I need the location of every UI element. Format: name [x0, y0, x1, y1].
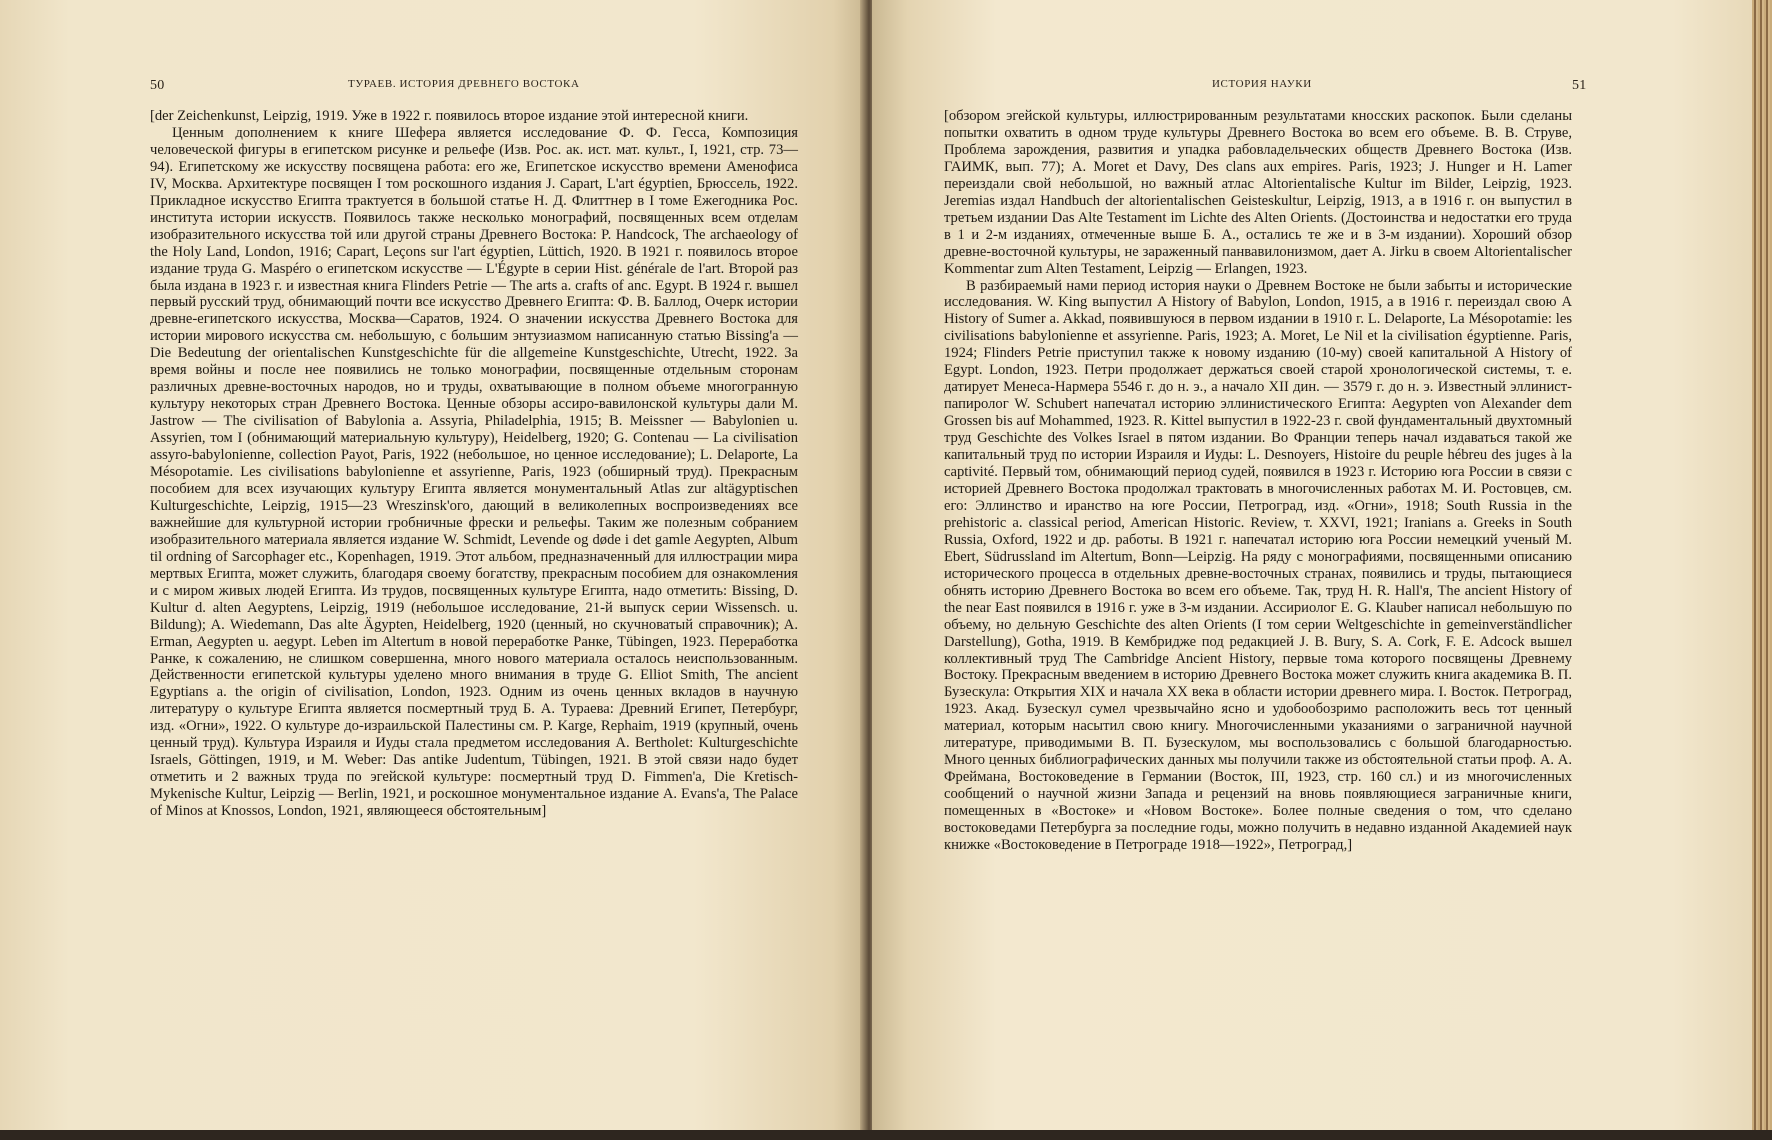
left-running-head: ТУРАЕВ. ИСТОРИЯ ДРЕВНЕГО ВОСТОКА: [348, 78, 580, 90]
book-bottom-edge: [0, 1130, 1772, 1140]
left-paragraph-1: [der Zeichenkunst, Leipzig, 1919. Уже в 1922 г. появилось второе издание этой интересной книги.: [150, 108, 749, 124]
left-page: [0, 0, 868, 1140]
left-page-body: [150, 108, 798, 820]
right-page: [872, 0, 1762, 1140]
right-running-head: ИСТОРИЯ НАУКИ: [1212, 78, 1312, 90]
right-paragraph-1: [обзором эгейской культуры, иллюстрированным результатами кносских раскопок. Были сделаны попытки охватить в одном труде культуры Древнего Востока во всем его объеме. В. В. Струве, Проблема зарождения, развития и упадка рабовладельческих обществ Древнего Востока (Изв. ГАИМК, вып. 77); A. Moret et Davy, Des clans aux empires. Paris, 1923; J. Hunger и H. Lamer переиздали свой небольшой, но важный атлас Altorientalische Kultur im Bilder, Leipzig, 1923. Jeremias издал Handbuch der altorientalischen Geisteskultur, Leipzig, 1913, а в 1916 г. он выпустил в третьем издании Das Alte Testament im Lichte des Alten Orients. (Достоинства и недостатки его труда в 1 и 2-м изданиях, отмеченные выше Б. А., остались те же и в 3-м издании). Хороший обзор древне-восточной культуры, не зараженный панвавилонизмом, дает A. Jirku в своем Altorientalischer Kommentar zum Alten Testament, Leipzig — Erlangen, 1923.: [944, 108, 1572, 277]
right-page-body: [944, 108, 1572, 854]
left-page-number: 50: [150, 78, 165, 93]
right-paragraph-2: В разбираемый нами период история науки о Древнем Востоке не были забыты и исторические исследования. W. King выпустил A History of Babylon, London, 1915, а в 1916 г. переиздал свою A History of Sumer a. Akkad, появившуюся в первом издании в 1910 г. L. Delaporte, La Mésopotamie: les civilisations babylonienne et assyrienne. Paris, 1923; A. Moret, Le Nil et la civilisation égyptienne. Paris, 1924; Flinders Petrie приступил также к новому изданию (10-му) своей капитальной A History of Egypt. London, 1923. Петри продолжает держаться своей старой хронологической системы, т. е. датирует Менеса-Нармера 5546 г. до н. э., а начало XII дин. — 3579 г. до н. э. Известный эллинист-папиролог W. Schubert напечатал историю эллинистического Египта: Aegypten von Alexander dem Grossen bis auf Mohammed, 1923. R. Kittel выпустил в 1922-23 г. свой фундаментальный двухтомный труд Geschichte des Volkes Israel в пятом издании. Во Франции теперь начал издаваться такой же капитальный труд по истории Израиля и Иуды: L. Desnoyers, Histoire du peuple hébreu des juges à la captivité. Первый том, обнимающий период судей, появился в 1923 г. Историю юга России в связи с историей Древнего Востока продолжал трактовать в многочисленных работах М. И. Ростовцев, см. его: Эллинство и иранство на юге России, Петроград, изд. «Огни», 1918; South Russia in the prehistoric a. classical period, American Historic. Review, т. XXVI, 1921; Iranians a. Greeks in South Russia, Oxford, 1922 и др. работы. В 1921 г. напечатал историю юга России немецкий ученый M. Ebert, Südrussland im Altertum, Bonn—Leipzig. На ряду с монографиями, посвященными описанию исторического процесса в отдельных древне-восточных странах, появились и труды, пытающиеся обнять историю Древнего Востока во всем его объеме. Так, труд H. R. Hall'я, The ancient History of the near East появился в 1916 г. уже в 3-м издании. Ассириолог E. G. Klauber написал небольшую по объему, но дельную Geschichte des alten Orients (I том серии Weltgeschichte in gemeinverständlicher Darstellung), Gotha, 1919. В Кембридже под редакцией J. B. Bury, S. A. Cork, F. E. Adcock вышел коллективный труд The Cambridge Ancient History, первые тома которого посвящены Древнему Востоку. Прекрасным введением в историю Древнего Востока может служить книга академика В. П. Бузескула: Открытия XIX и начала XX века в области истории древнего мира. I. Восток. Петроград, 1923. Акад. Бузескул сумел чрезвычайно ясно и удобообозримо расположить весь тот ценный материал, которым насытил свою книгу. Многочисленными указаниями о заграничной научной литературе, приводимыми В. П. Бузескулом, мы воспользовались с большой благодарностью. Много ценных библиографических данных мы получили также из обстоятельной статьи проф. А. А. Фреймана, Востоковедение в Германии (Восток, III, 1923, стр. 160 сл.) и из многочисленных сообщений о научной жизни Запада и рецензий на вновь появляющиеся заграничные книги, помещенных в «Востоке» и «Новом Востоке». Более полные сведения о том, что сделано востоковедами Петербурга за последние годы, можно получить в недавно изданной Академией наук книжке «Востоковедение в Петрограде 1918—1922», Петроград,]: [944, 277, 1572, 853]
left-paragraph-2: Ценным дополнением к книге Шефера является исследование Ф. Ф. Гесса, Композиция человеческой фигуры в египетском рисунке и рельефе (Изв. Рос. ак. ист. мат. культ., I, 1921, стр. 73—94). Египетскому же искусству посвящена работа: его же, Египетское искусство времени Аменофиса IV, Москва. Архитектуре посвящен I том роскошного издания J. Capart, L'art égyptien, Брюссель, 1922. Прикладное искусство Египта трактуется в большой статье Н. Д. Флиттнер в I томе Ежегодника Рос. института истории искусств. Появилось также несколько монографий, посвященных всем отделам изобразительного искусства той или другой страны Древнего Востока: P. Handcock, The archaeology of the Holy Land, London, 1916; Capart, Leçons sur l'art égyptien, Lüttich, 1920. В 1921 г. появилось второе издание труда G. Maspéro о египетском искусстве — L'Égypte в серии Hist. générale de l'art. Второй раз была издана в 1923 г. и известная книга Flinders Petrie — The arts a. crafts of anc. Egypt. В 1924 г. вышел первый русский труд, обнимающий почти все искусство Древнего Египта: Ф. В. Баллод, Очерк истории древне-египетского искусства, Москва—Саратов, 1924. О значении искусства Древнего Востока для истории мирового искусства см. небольшую, с большим энтузиазмом написанную статью Bissing'а — Die Bedeutung der orientalischen Kunstgeschichte für die allgemeine Kunstgeschichte, Utrecht, 1922. За время войны и после нее появились не только монографии, посвященные отдельным сторонам различных древне-восточных народов, но и труды, охватывающие в полном объеме многогранную культуру некоторых стран Древнего Востока. Ценные обзоры ассиро-вавилонской культуры дали M. Jastrow — The civilisation of Babylonia a. Assyria, Philadelphia, 1915; B. Meissner — Babylonien u. Assyrien, том I (обнимающий материальную культуру), Heidelberg, 1920; G. Contenau — La civilisation assyro-babylonienne, collection Payot, Paris, 1922 (небольшое, но ценное исследование); L. Delaporte, La Mésopotamie. Les civilisations babylonienne et assyrienne, Paris, 1923 (обширный труд). Прекрасным пособием для всех изучающих культуру Египта является монументальный Atlas zur altägyptischen Kulturgeschichte, Leipzig, 1915—23 Wreszinsk'ого, дающий в великолепных воспроизведениях все важнейшие для культурной истории гробничные фрески и рельефы. Таким же полезным собранием изобразительного материала является издание W. Schmidt, Levende og døde i det gamle Aegypten, Album til ordning of Sarcophager etc., Kopenhagen, 1919. Этот альбом, предназначенный для иллюстрации мира мертвых Египта, может служить, благодаря своему богатству, прекрасным пособием для ознакомления и с миром живых людей Египта. Из трудов, посвященных культуре Египта, надо отметить: Bissing, D. Kultur d. alten Aegyptens, Leipzig, 1919 (небольшое исследование, 21-й выпуск серии Wissensch. u. Bildung); A. Wiedemann, Das alte Ägypten, Heidelberg, 1920 (ценный, но скучноватый справочник); A. Erman, Aegypten u. aegypt. Leben im Altertum в новой переработке Ранке, Tübingen, 1923. Переработка Ранке, к сожалению, не слишком совершенна, много нового материала осталось неиспользованным. Действенности египетской культуры уделено много внимания в труде G. Elliot Smith, The ancient Egyptians a. the origin of civilisation, London, 1923. Одним из очень ценных вкладов в научную литературу о культуре Египта является посмертный труд Б. А. Тураева: Древний Египет, Петербург, изд. «Огни», 1922. О культуре до-израильской Палестины см. P. Karge, Rephaim, 1919 (крупный, очень ценный труд). Культура Израиля и Иуды стала предметом исследования A. Bertholet: Kulturgeschichte Israels, Göttingen, 1919, и M. Weber: Das antike Judentum, Tübingen, 1921. В этой связи надо будет отметить и 2 важных труда по эгейской культуре: посмертный труд D. Fimmen'а, Die Kretisch-Mykenische Kultur, Leipzig — Berlin, 1921, и роскошное монументальное издание A. Evans'а, The Palace of Minos at Knossos, London, 1921, являющееся обстоятельным]: [150, 124, 798, 820]
book-spine-edge: [1752, 0, 1772, 1140]
right-page-number: 51: [1572, 78, 1587, 93]
